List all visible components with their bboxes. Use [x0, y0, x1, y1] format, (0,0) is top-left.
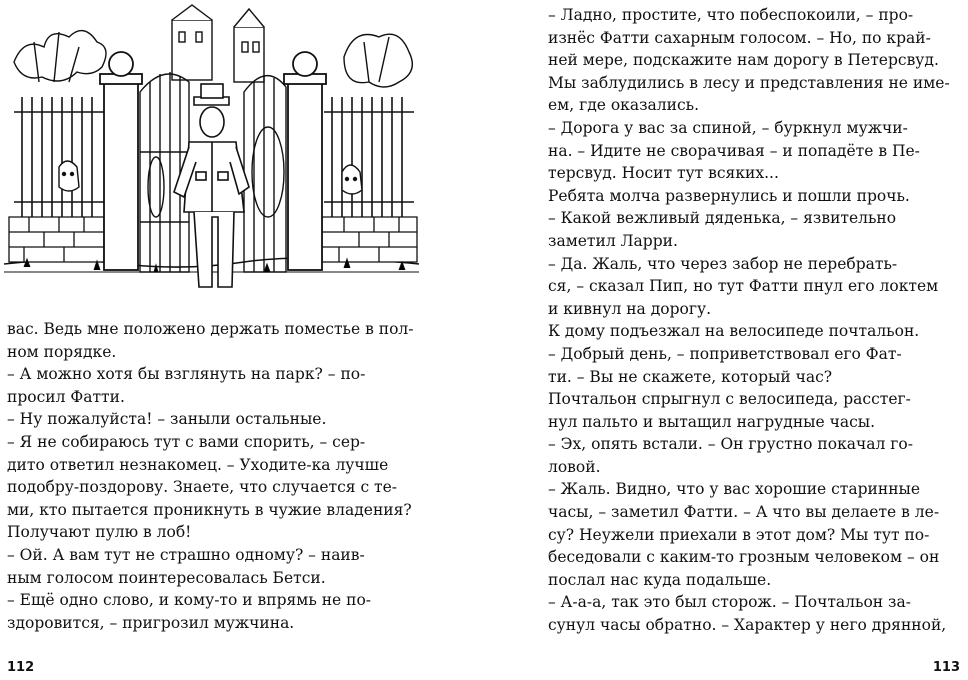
text-line: ном порядке. — [7, 342, 117, 361]
text-line: – Эх, опять встали. – Он грустно покачал го- — [548, 435, 913, 454]
text-line: – Ну пожалуйста! – заныли остальные. — [7, 410, 327, 429]
text-line: часы, – заметил Фатти. – А что вы делаете в ле- — [548, 503, 940, 522]
text-line: послал нас куда подальше. — [548, 570, 772, 589]
page-number-left: 112 — [7, 660, 35, 675]
text-line: беседовали с каким-то грозным человеком – он — [548, 548, 940, 567]
text-line: К дому подъезжал на велосипеде почтальон. — [548, 322, 920, 341]
left-page-text — [7, 318, 425, 634]
text-line: ем, где оказались. — [548, 96, 700, 115]
text-line: ти. – Вы не скажете, который час? — [548, 367, 833, 386]
text-line: и кивнул на дорогу. — [548, 299, 712, 318]
text-line: ным голосом поинтересовалась Бетси. — [7, 568, 326, 587]
text-line: сунул часы обратно. – Характер у него дрянной, — [548, 616, 947, 635]
text-line: ми, кто пытается проникнуть в чужие владения? — [7, 500, 412, 519]
text-line: су? Неужели приехали в этот дом? Мы тут по- — [548, 525, 930, 544]
text-line: просил Фатти. — [7, 387, 125, 406]
text-line: изнёс Фатти сахарным голосом. – Но, по край- — [548, 28, 931, 47]
text-line: – Какой вежливый дяденька, – язвительно — [548, 209, 897, 228]
text-line: здоровится, – пригрозил мужчина. — [7, 613, 295, 632]
text-line: – Я не собираюсь тут с вами спорить, – сер- — [7, 432, 366, 451]
text-line: Мы заблудились в лесу и представления не име- — [548, 73, 950, 92]
text-line: – А-а-а, так это был сторож. – Почтальон за- — [548, 593, 911, 612]
right-page-text — [548, 4, 964, 637]
text-line: ся, – сказал Пип, но тут Фатти пнул его локтем — [548, 277, 939, 296]
text-line: на. – Идите не сворачивая – и попадёте в Пе- — [548, 141, 920, 160]
text-line: Почтальон спрыгнул с велосипеда, расстег- — [548, 390, 911, 409]
text-line: – Ладно, простите, что побеспокоили, – про- — [548, 6, 914, 24]
text-line: заметил Ларри. — [548, 231, 678, 250]
gate-illustration-icon — [4, 2, 419, 300]
text-line: – Да. Жаль, что через забор не перебрать- — [548, 254, 898, 273]
text-line: вас. Ведь мне положено держать поместье в пол- — [7, 320, 414, 338]
text-line: терсвуд. Носит тут всяких... — [548, 164, 779, 183]
text-line: – А можно хотя бы взглянуть на парк? – по- — [7, 365, 366, 384]
text-line: нул пальто и вытащил нагрудные часы. — [548, 412, 876, 431]
text-line: – Дорога у вас за спиной, – буркнул мужчи- — [548, 118, 908, 137]
text-line: – Жаль. Видно, что у вас хорошие старинные — [548, 480, 921, 499]
text-line: ловой. — [548, 457, 601, 476]
text-line: – Добрый день, – поприветствовал его Фат- — [548, 344, 902, 363]
text-line: – Ещё одно слово, и кому-то и впрямь не по- — [7, 591, 372, 610]
page-number-right: 113 — [932, 660, 960, 675]
text-line: Ребята молча развернулись и пошли прочь. — [548, 186, 910, 205]
text-line: Получают пулю в лоб! — [7, 523, 192, 542]
text-line: ней мере, подскажите нам дорогу в Петерсвуд. — [548, 51, 939, 70]
text-line: – Ой. А вам тут не страшно одному? – наив- — [7, 545, 365, 564]
text-line: дито ответил незнакомец. – Уходите-ка лучше — [7, 455, 389, 474]
text-line: подобру-поздорову. Знаете, что случается с те- — [7, 478, 398, 497]
